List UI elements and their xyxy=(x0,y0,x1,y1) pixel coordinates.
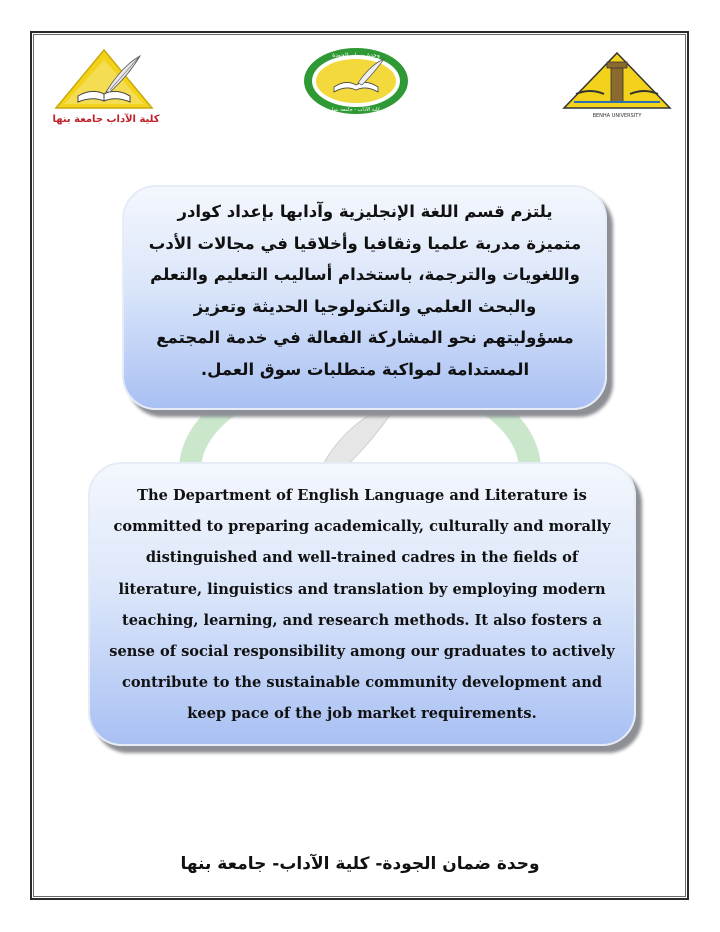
arabic-mission-line: والبحث العلمي والتكنولوجيا الحديثة وتعزيز xyxy=(193,296,537,316)
arabic-mission-text xyxy=(130,196,600,385)
english-mission-text xyxy=(100,480,624,730)
svg-text:وحدة ضمان الجودة: وحدة ضمان الجودة xyxy=(332,52,380,59)
arabic-mission-line: يلتزم قسم اللغة الإنجليزية وآدابها بإعداد كوادر xyxy=(177,202,553,221)
english-mission-line: keep pace of the job market requirements. xyxy=(187,705,537,723)
english-mission-line: distinguished and well-trained cadres in the fields of xyxy=(145,549,579,567)
faculty-of-arts-logo xyxy=(48,46,160,128)
quality-assurance-unit-logo xyxy=(300,45,412,117)
svg-text:كلية الآداب - جامعة بنها: كلية الآداب - جامعة بنها xyxy=(331,107,381,113)
arabic-mission-line: المستدامة لمواكبة متطلبات سوق العمل. xyxy=(200,359,530,379)
english-mission-line: contribute to the sustainable community development and xyxy=(121,674,603,692)
benha-university-logo xyxy=(560,50,674,120)
arabic-mission-line: متميزة مدربة علميا وثقافيا وأخلاقيا في مجالات الأدب xyxy=(148,233,582,253)
english-mission-line: literature, linguistics and translation by employing modern xyxy=(118,580,606,598)
arabic-mission-line: مسؤوليتهم نحو المشاركة الفعالة في خدمة المجتمع xyxy=(156,328,574,347)
english-mission-line: committed to preparing academically, culturally and morally xyxy=(113,518,611,536)
english-mission-line: sense of social responsibility among our graduates to actively xyxy=(109,643,615,661)
footer-text: وحدة ضمان الجودة- كلية الآداب- جامعة بنها xyxy=(180,854,540,874)
left-logo-caption: كلية الآداب جامعة بنها xyxy=(52,114,160,125)
arabic-mission-line: واللغويات والترجمة، باستخدام أساليب التعليم والتعلم xyxy=(150,265,580,284)
svg-text:BENHA UNIVERSITY: BENHA UNIVERSITY xyxy=(592,113,642,119)
english-mission-line: teaching, learning, and research methods. It also fosters a xyxy=(122,611,602,629)
english-mission-line: The Department of English Language and Literature is xyxy=(137,487,587,504)
